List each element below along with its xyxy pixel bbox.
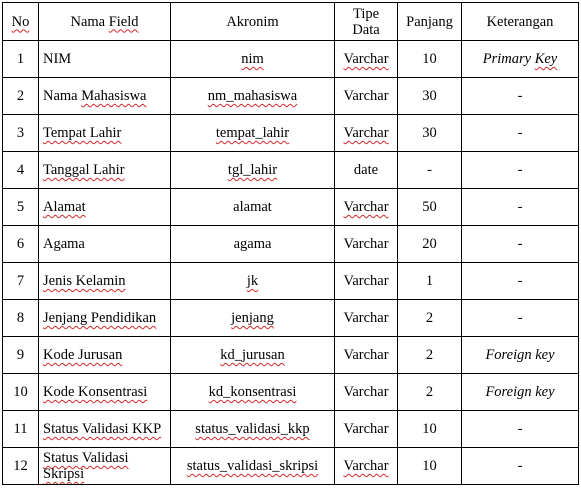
cell-no: 6 xyxy=(3,226,39,263)
table-row xyxy=(3,189,579,226)
cell-panjang: 10 xyxy=(398,448,462,485)
cell-panjang: 20 xyxy=(398,226,462,263)
cell-panjang: 2 xyxy=(398,300,462,337)
table-row xyxy=(3,115,579,152)
cell-panjang: 10 xyxy=(398,41,462,78)
cell-panjang: 50 xyxy=(398,189,462,226)
table-row xyxy=(3,41,579,78)
cell-tipe-data: Varchar xyxy=(335,263,398,300)
header-tipe-data: Tipe Data xyxy=(335,3,398,41)
cell-panjang: - xyxy=(398,152,462,189)
cell-nama-field: Kode Jurusan xyxy=(39,337,171,374)
header-panjang: Panjang xyxy=(398,3,462,41)
cell-nama-field: Status Validasi Skripsi xyxy=(39,448,171,485)
table-row xyxy=(3,300,579,337)
cell-tipe-data: Varchar xyxy=(335,78,398,115)
cell-panjang: 10 xyxy=(398,411,462,448)
cell-no: 2 xyxy=(3,78,39,115)
cell-nama-field: Nama Mahasiswa xyxy=(39,78,171,115)
table-row xyxy=(3,78,579,115)
cell-nama-field: Jenjang Pendidikan xyxy=(39,300,171,337)
header-nama-field: Nama Field xyxy=(39,3,171,41)
cell-keterangan: Foreign key xyxy=(462,374,579,411)
cell-akronim: status_validasi_skripsi xyxy=(171,448,335,485)
cell-panjang: 30 xyxy=(398,115,462,152)
cell-nama-field: NIM xyxy=(39,41,171,78)
cell-nama-field: Status Validasi KKP xyxy=(39,411,171,448)
header-no: No xyxy=(3,3,39,41)
cell-akronim: tempat_lahir xyxy=(171,115,335,152)
table-row xyxy=(3,226,579,263)
cell-keterangan: - xyxy=(462,411,579,448)
cell-no: 12 xyxy=(3,448,39,485)
cell-tipe-data: date xyxy=(335,152,398,189)
cell-akronim: alamat xyxy=(171,189,335,226)
cell-tipe-data: Varchar xyxy=(335,226,398,263)
cell-no: 8 xyxy=(3,300,39,337)
cell-panjang: 1 xyxy=(398,263,462,300)
cell-akronim: kd_jurusan xyxy=(171,337,335,374)
cell-no: 1 xyxy=(3,41,39,78)
cell-no: 7 xyxy=(3,263,39,300)
cell-panjang: 2 xyxy=(398,374,462,411)
cell-nama-field: Jenis Kelamin xyxy=(39,263,171,300)
cell-tipe-data: Varchar xyxy=(335,337,398,374)
cell-akronim: tgl_lahir xyxy=(171,152,335,189)
table-row xyxy=(3,411,579,448)
cell-akronim: jk xyxy=(171,263,335,300)
cell-no: 11 xyxy=(3,411,39,448)
table-row xyxy=(3,152,579,189)
cell-no: 5 xyxy=(3,189,39,226)
cell-keterangan: - xyxy=(462,263,579,300)
data-dictionary-table xyxy=(2,2,579,485)
cell-keterangan: - xyxy=(462,115,579,152)
cell-tipe-data: Varchar xyxy=(335,189,398,226)
table-row xyxy=(3,263,579,300)
cell-keterangan: - xyxy=(462,226,579,263)
header-row xyxy=(3,3,579,41)
header-akronim: Akronim xyxy=(171,3,335,41)
cell-nama-field: Tempat Lahir xyxy=(39,115,171,152)
table-row xyxy=(3,374,579,411)
cell-keterangan: Foreign key xyxy=(462,337,579,374)
cell-tipe-data: Varchar xyxy=(335,374,398,411)
cell-no: 3 xyxy=(3,115,39,152)
cell-keterangan: - xyxy=(462,300,579,337)
cell-panjang: 2 xyxy=(398,337,462,374)
cell-keterangan: - xyxy=(462,78,579,115)
cell-nama-field: Kode Konsentrasi xyxy=(39,374,171,411)
cell-tipe-data: Varchar xyxy=(335,411,398,448)
cell-nama-field: Tanggal Lahir xyxy=(39,152,171,189)
cell-tipe-data: Varchar xyxy=(335,115,398,152)
cell-no: 10 xyxy=(3,374,39,411)
cell-keterangan: - xyxy=(462,448,579,485)
cell-tipe-data: Varchar xyxy=(335,300,398,337)
cell-nama-field: Alamat xyxy=(39,189,171,226)
cell-no: 9 xyxy=(3,337,39,374)
header-keterangan: Keterangan xyxy=(462,3,579,41)
cell-keterangan: - xyxy=(462,189,579,226)
cell-tipe-data: Varchar xyxy=(335,448,398,485)
cell-panjang: 30 xyxy=(398,78,462,115)
table-row xyxy=(3,448,579,485)
cell-no: 4 xyxy=(3,152,39,189)
cell-akronim: kd_konsentrasi xyxy=(171,374,335,411)
cell-keterangan: Primary Key xyxy=(462,41,579,78)
cell-akronim: jenjang xyxy=(171,300,335,337)
cell-akronim: status_validasi_kkp xyxy=(171,411,335,448)
cell-keterangan: - xyxy=(462,152,579,189)
cell-akronim: nm_mahasiswa xyxy=(171,78,335,115)
cell-tipe-data: Varchar xyxy=(335,41,398,78)
cell-nama-field: Agama xyxy=(39,226,171,263)
table-row xyxy=(3,337,579,374)
cell-akronim: agama xyxy=(171,226,335,263)
cell-akronim: nim xyxy=(171,41,335,78)
